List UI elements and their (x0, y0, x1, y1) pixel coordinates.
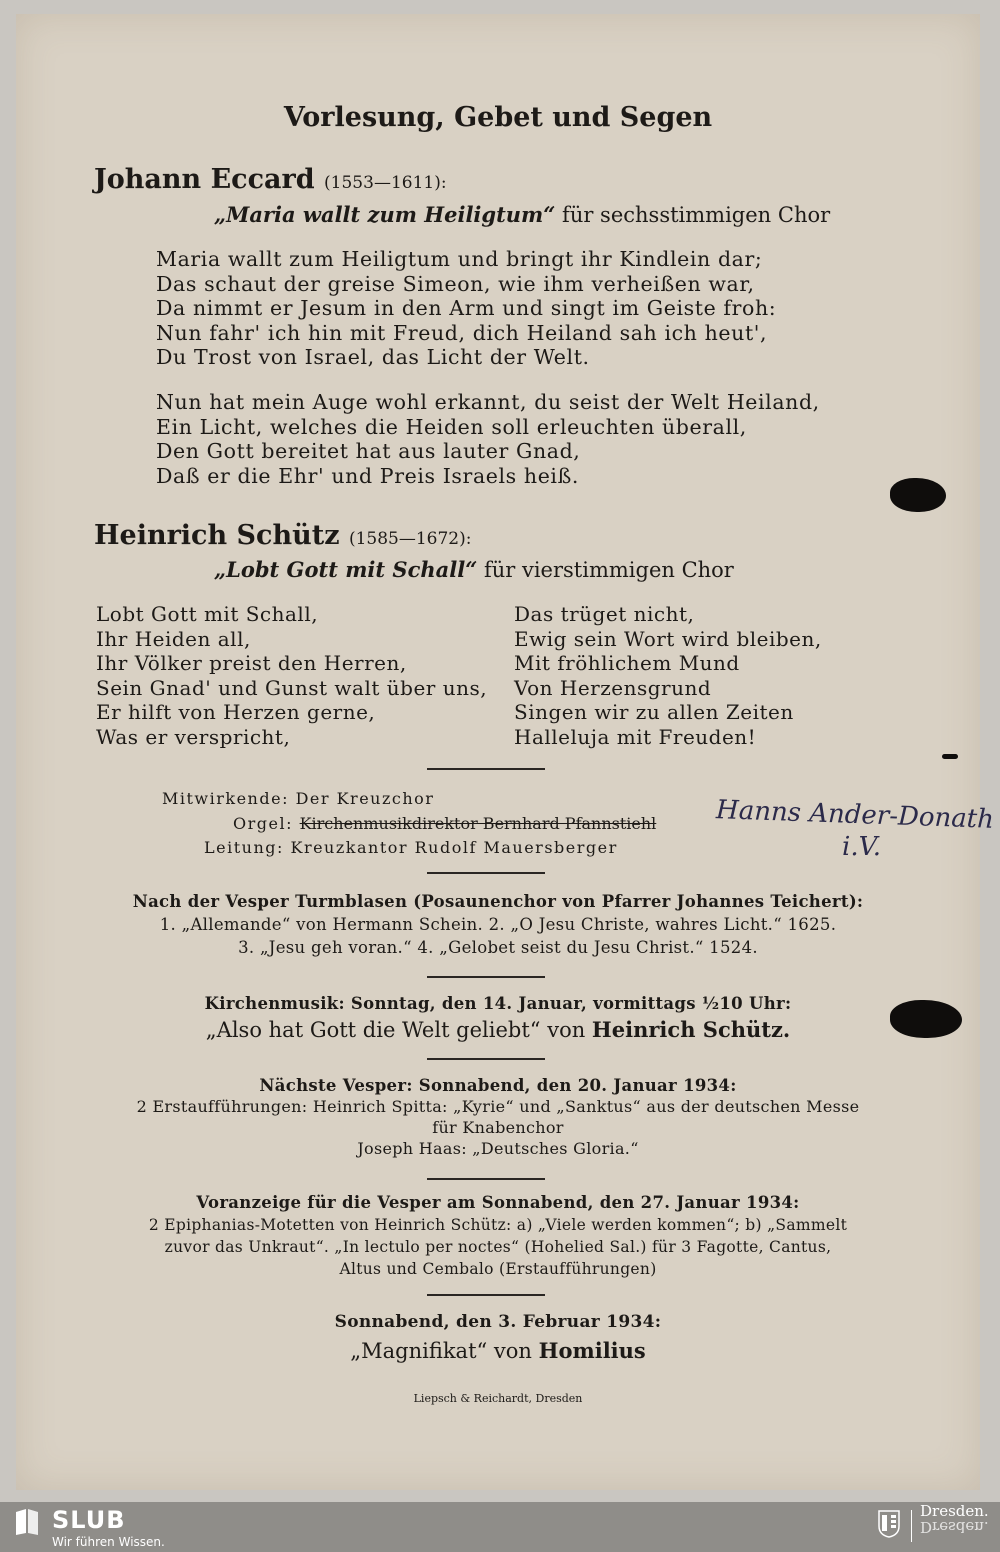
credit-mitwirkende (162, 787, 656, 812)
lyric-line: Sein Gnad' und Gunst walt über uns, (96, 675, 488, 700)
composer-name: Heinrich Schütz. (591, 1017, 791, 1042)
lyric-line: Singen wir zu allen Zeiten (514, 700, 794, 724)
divider (427, 1178, 545, 1180)
lyric-line: Ihr Heiden all, (96, 626, 251, 651)
work-scoring: für sechsstimmigen Chor (562, 203, 831, 227)
notice-line: Altus und Cembalo (Erstaufführungen) (339, 1260, 657, 1278)
lyric-line: Lobt Gott mit Schall, (96, 602, 319, 626)
notice-heading: Sonnabend, den 3. Februar 1934: (334, 1312, 662, 1332)
work-name: „Also hat Gott die Welt geliebt“ von (205, 1018, 586, 1042)
composer-heading-schuetz (94, 520, 471, 551)
notice-line: 2 Epiphanias-Motetten von Heinrich Schütz: a) „Viele werden kommen“; b) „Sammelt (148, 1216, 848, 1234)
lyric-line: Das trüget nicht, (514, 602, 695, 626)
work-title-schuetz (214, 557, 734, 582)
ink-mark (942, 754, 958, 759)
slub-brand[interactable]: SLUB (52, 1506, 126, 1534)
city-name: Dresden. (920, 1502, 989, 1520)
ink-blot (890, 478, 946, 512)
handwritten-iv: i.V. (842, 832, 882, 862)
divider (427, 768, 545, 770)
work-title-eccard (214, 202, 830, 227)
notice-line: Joseph Haas: „Deutsches Gloria.“ (357, 1139, 639, 1158)
notice-heading: Voranzeige für die Vesper am Sonnabend, den 27. Januar 1934: (196, 1193, 800, 1212)
lyric-line: Du Trost von Israel, das Licht der Welt. (156, 345, 590, 369)
notice-line (16, 1017, 980, 1042)
footer-separator (911, 1510, 912, 1542)
notice-line: 1. „Allemande“ von Hermann Schein. 2. „O Jesu Christe, wahres Licht.“ 1625. (159, 915, 837, 934)
credit-orgel (162, 812, 656, 837)
kirchenmusik-notice (16, 992, 980, 1042)
composer-dates: (1553—1611): (324, 173, 447, 193)
lyric-line: Von Herzensgrund (514, 675, 712, 700)
page-title: Vorlesung, Gebet und Segen (283, 102, 713, 133)
lyric-line: Das schaut der greise Simeon, wie ihm verheißen war, (156, 271, 755, 296)
credit-label: Mitwirkende: (162, 789, 289, 808)
notice-line: 3. „Jesu geh voran.“ 4. „Gelobet seist du Jesu Christ.“ 1524. (238, 938, 758, 957)
next-vesper-notice (16, 1075, 980, 1159)
slub-tagline: Wir führen Wissen. (52, 1535, 165, 1549)
notice-line: für Knabenchor (432, 1118, 564, 1137)
lyrics-left-column (96, 602, 487, 749)
lyric-line: Ihr Völker preist den Herren, (96, 651, 407, 675)
lyrics-stanza-1 (156, 247, 776, 370)
composer-heading-eccard (94, 164, 447, 195)
dresden-logo[interactable] (920, 1504, 989, 1534)
lyric-line: Ewig sein Wort wird bleiben, (514, 626, 822, 651)
credit-value: Der Kreuzchor (295, 789, 435, 808)
struck-organist: Kirchenmusikdirektor Bernhard Pfannstiehl (299, 813, 657, 833)
credit-leitung (162, 836, 656, 861)
notice-heading: Nächste Vesper: Sonnabend, den 20. Januar 1934: (259, 1076, 737, 1095)
composer-name: Heinrich Schütz (94, 520, 340, 551)
work-name: „Maria wallt zum Heiligtum“ (214, 202, 556, 227)
lyric-line: Mit fröhlichem Mund (514, 651, 740, 675)
lyric-line: Maria wallt zum Heiligtum und bringt ihr Kindlein dar; (156, 247, 763, 271)
lyric-line: Halleluja mit Freuden! (514, 724, 757, 749)
turmblasen-notice (16, 890, 980, 959)
preview-notice (16, 1192, 980, 1280)
notice-heading: Nach der Vesper Turmblasen (Posaunenchor von Pfarrer Johannes Teichert): (132, 892, 864, 911)
divider (427, 976, 545, 978)
program-sheet (16, 14, 995, 1490)
lyric-line: Er hilft von Herzen gerne, (96, 700, 376, 724)
work-scoring: für vierstimmigen Chor (483, 558, 734, 582)
lyric-line: Da nimmt er Jesum in den Arm und singt im Geiste froh: (156, 296, 777, 320)
notice-line (16, 1338, 980, 1363)
composer-name: Homilius (538, 1338, 646, 1363)
divider (427, 872, 545, 874)
lyric-line: Was er verspricht, (96, 724, 291, 749)
lyrics-right-column (514, 602, 822, 749)
lyric-line: Daß er die Ehr' und Preis Israels heiß. (156, 463, 579, 488)
credit-label: Orgel: (233, 813, 293, 833)
work-name: „Lobt Gott mit Schall“ (214, 557, 478, 582)
divider (427, 1058, 545, 1060)
printer-imprint: Liepsch & Reichardt, Dresden (413, 1392, 583, 1405)
composer-name: Johann Eccard (94, 164, 315, 195)
city-name-mirror: Dresden. (920, 1518, 989, 1536)
lyric-line: Ein Licht, welches die Heiden soll erleuchten überall, (156, 414, 747, 439)
handwritten-organist: Hanns Ander-Donath (715, 795, 995, 835)
divider (427, 1294, 545, 1296)
lyric-line: Nun fahr' ich hin mit Freud, dich Heiland sah ich heut', (156, 320, 768, 345)
notice-line: zuvor das Unkraut“. „In lectulo per noctes“ (Hohelied Sal.) für 3 Fagotte, Cantus, (164, 1238, 832, 1256)
composer-dates: (1585—1672): (348, 529, 472, 549)
notice-line: 2 Erstaufführungen: Heinrich Spitta: „Kyrie“ und „Sanktus“ aus der deutschen Messe (136, 1097, 860, 1116)
lyrics-stanza-2 (156, 390, 820, 488)
ink-blot (890, 1000, 962, 1038)
credit-value: Kreuzkantor Rudolf Mauersberger (290, 838, 618, 857)
lyric-line: Nun hat mein Auge wohl erkannt, du seist der Welt Heiland, (156, 390, 820, 414)
credit-label: Leitung: (204, 838, 284, 857)
footer-bar (0, 1502, 1000, 1552)
lyric-line: Den Gott bereitet hat aus lauter Gnad, (156, 439, 581, 463)
work-name: „Magnifikat“ von (350, 1339, 532, 1363)
notice-heading: Kirchenmusik: Sonntag, den 14. Januar, vormittags ½10 Uhr: (204, 994, 792, 1013)
book-icon (14, 1508, 40, 1536)
february-notice (16, 1311, 980, 1363)
dresden-crest-icon (878, 1510, 900, 1538)
performer-credits (162, 787, 656, 861)
